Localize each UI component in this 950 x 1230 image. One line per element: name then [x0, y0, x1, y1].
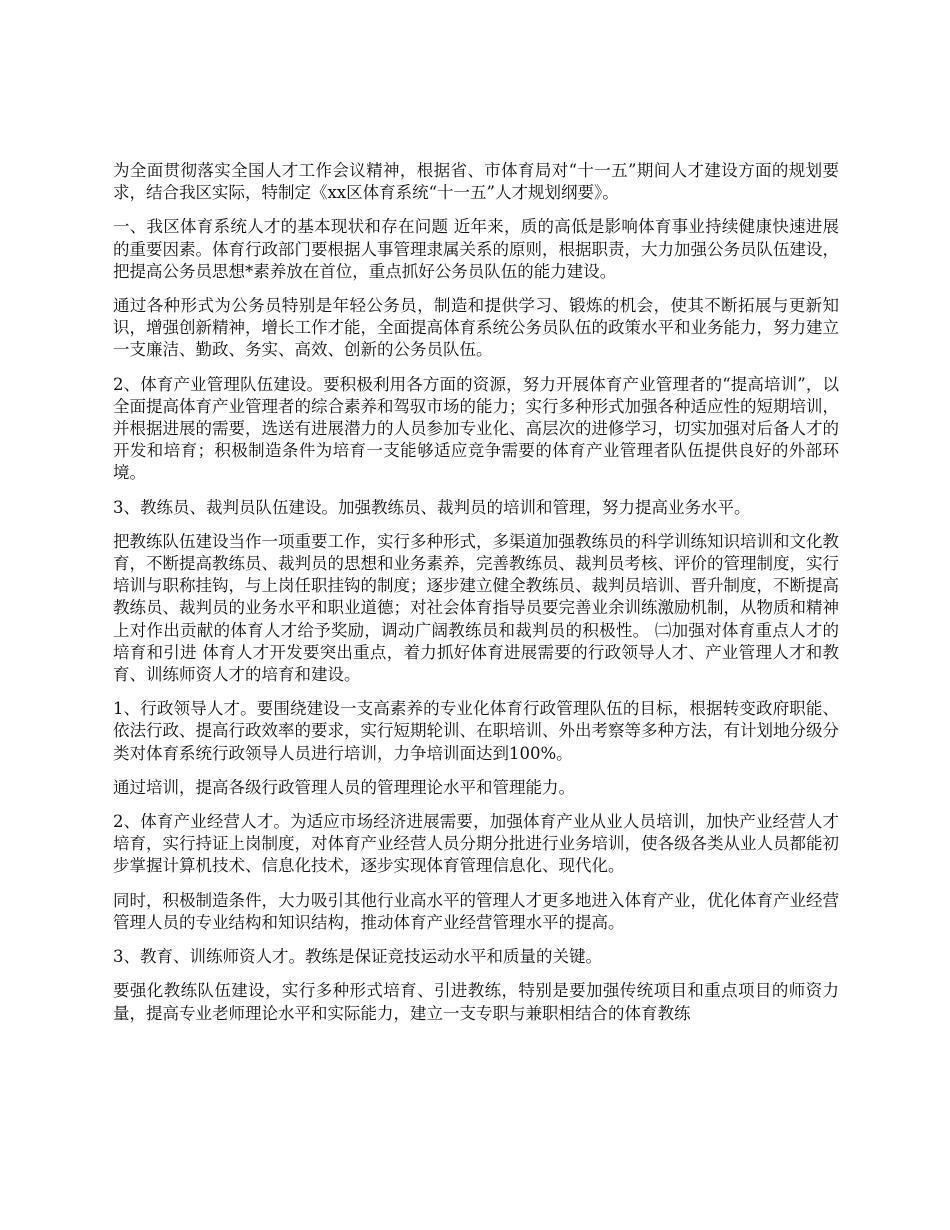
paragraph: 要强化教练队伍建设，实行多种形式培育、引进教练，特别是要加强传统项目和重点项目的师资力量，提高专业老师理论水平和实际能力，建立一支专职与兼职相结合的体育教练	[113, 981, 839, 1023]
paragraph: 通过培训，提高各级行政管理人员的管理理论水平和管理能力。	[113, 777, 575, 797]
paragraph: 2、体育产业经营人才。为适应市场经济进展需要，加强体育产业从业人员培训，加快产业经营人才培育，实行持证上岗制度，对体育产业经营人员分期分批进行业务培训，使各级各类从业人员都能初步掌握计算机技术、信息化技术，逐步实现体育管理信息化、现代化。	[113, 812, 839, 876]
paragraph: 同时，积极制造条件，大力吸引其他行业高水平的管理人才更多地进入体育产业，优化体育产业经营管理人员的专业结构和知识结构，推动体育产业经营管理水平的提高。	[113, 890, 839, 932]
paragraph: 为全面贯彻落实全国人才工作会议精神，根据省、市体育局对“十一五”期间人才建设方面的规划要求，结合我区实际，特制定《xx区体育系统“十一五”人才规划纲要》。	[113, 161, 839, 203]
document-body	[113, 160, 839, 1037]
paragraph: 把教练队伍建设当作一项重要工作，实行多种形式，多渠道加强教练员的科学训练知识培训和文化教育，不断提高教练员、裁判员的思想和业务素养，完善教练员、裁判员考核、评价的管理制度，实行培训与职称挂钩，与上岗任职挂钩的制度；逐步建立健全教练员、裁判员培训、晋升制度，不断提高教练员、裁判员的业务水平和职业道德；对社会体育指导员要完善业余训练激励机制，从物质和精神上对作出贡献的体育人才给予奖励，调动广阔教练员和裁判员的积极性。 ㈡加强对体育重点人才的培育和引进 体育人才开发要突出重点，着力抓好体育进展需要的行政领导人才、产业管理人才和教育、训练师资人才的培育和建设。	[113, 531, 839, 685]
paragraph: 2、体育产业管理队伍建设。要积极利用各方面的资源，努力开展体育产业管理者的“提高培训”，以全面提高体育产业管理者的综合素养和驾驭市场的能力；实行多种形式加强各种适应性的短期培训，并根据进展的需要，选送有进展潜力的人员参加专业化、高层次的进修学习，切实加强对后备人才的开发和培育；积极制造条件为培育一支能够适应竞争需要的体育产业管理者队伍提供良好的外部环境。	[113, 374, 839, 483]
paragraph: 3、教练员、裁判员队伍建设。加强教练员、裁判员的培训和管理，努力提高业务水平。	[113, 497, 751, 517]
paragraph: 1、行政领导人才。要围绕建设一支高素养的专业化体育行政管理队伍的目标，根据转变政府职能、依法行政、提高行政效率的要求，实行短期轮训、在职培训、外出考察等多种方法，有计划地分级分类对体育系统行政领导人员进行培训，力争培训面达到100%。	[113, 699, 839, 763]
paragraph: 通过各种形式为公务员特别是年轻公务员，制造和提供学习、锻炼的机会，使其不断拓展与更新知识，增强创新精神，增长工作才能，全面提高体育系统公务员队伍的政策水平和业务能力，努力建立一支廉洁、勤政、务实、高效、创新的公务员队伍。	[113, 296, 839, 360]
paragraph: 3、教育、训练师资人才。教练是保证竞技运动水平和质量的关键。	[113, 947, 602, 967]
paragraph: 一、我区体育系统人才的基本现状和存在问题 近年来，质的高低是影响体育事业持续健康快速进展的重要因素。体育行政部门要根据人事管理隶属关系的原则，根据职责，大力加强公务员队伍建设，把提高公务员思想*素养放在首位，重点抓好公务员队伍的能力建设。	[113, 217, 839, 281]
